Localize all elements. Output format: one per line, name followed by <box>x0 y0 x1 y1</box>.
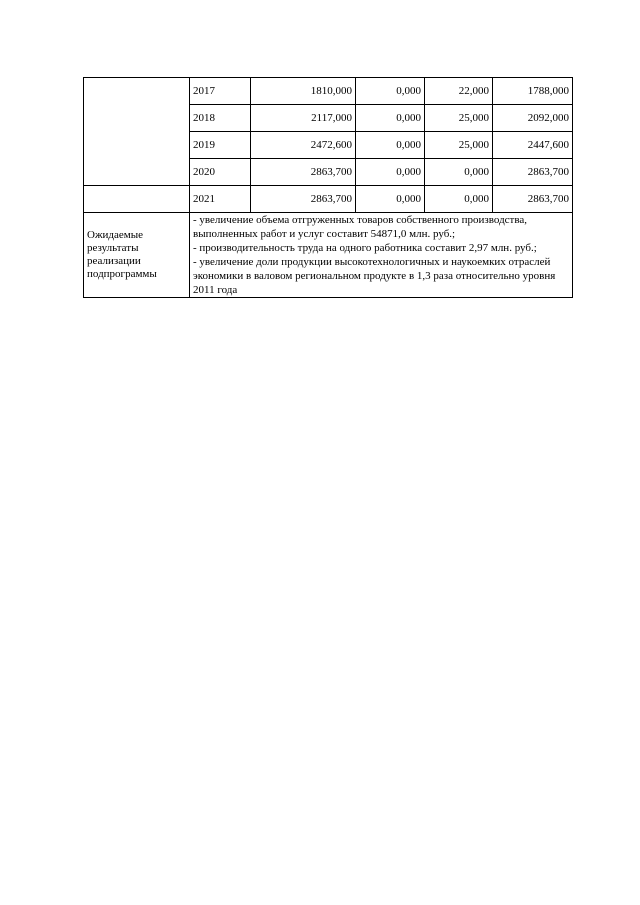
year-cell: 2018 <box>190 105 251 132</box>
total-cell: 2472,600 <box>251 132 356 159</box>
value-cell: 0,000 <box>356 132 425 159</box>
value-cell: 2863,700 <box>493 159 573 186</box>
results-label: Ожидаемые результаты реализации подпрограммы <box>84 213 190 298</box>
funding-table <box>83 77 573 298</box>
table-row <box>84 186 573 213</box>
result-item: - увеличение доли продукции высокотехнологичных и наукоемких отраслей экономики в валовом региональном продукте в 1,3 раза относительно уровня 2011 года <box>193 256 556 296</box>
year-cell: 2021 <box>190 186 251 213</box>
results-text <box>190 213 573 298</box>
table-row <box>84 78 573 105</box>
empty-label-cell <box>84 186 190 213</box>
total-cell: 1810,000 <box>251 78 356 105</box>
value-cell: 2863,700 <box>493 186 573 213</box>
year-cell: 2017 <box>190 78 251 105</box>
total-cell: 2117,000 <box>251 105 356 132</box>
value-cell: 0,000 <box>356 78 425 105</box>
value-cell: 2447,600 <box>493 132 573 159</box>
value-cell: 2092,000 <box>493 105 573 132</box>
year-cell: 2019 <box>190 132 251 159</box>
value-cell: 0,000 <box>356 105 425 132</box>
value-cell: 25,000 <box>425 132 493 159</box>
results-row <box>84 213 573 298</box>
result-item: - производительность труда на одного работника составит 2,97 млн. руб.; <box>193 242 537 254</box>
total-cell: 2863,700 <box>251 186 356 213</box>
value-cell: 0,000 <box>425 159 493 186</box>
result-item: - увеличение объема отгруженных товаров собственного производства, выполненных работ и услуг составит 54871,0 млн. руб.; <box>193 214 528 240</box>
value-cell: 25,000 <box>425 105 493 132</box>
empty-label-cell <box>84 78 190 186</box>
value-cell: 0,000 <box>356 186 425 213</box>
year-cell: 2020 <box>190 159 251 186</box>
value-cell: 1788,000 <box>493 78 573 105</box>
value-cell: 22,000 <box>425 78 493 105</box>
value-cell: 0,000 <box>425 186 493 213</box>
value-cell: 0,000 <box>356 159 425 186</box>
total-cell: 2863,700 <box>251 159 356 186</box>
